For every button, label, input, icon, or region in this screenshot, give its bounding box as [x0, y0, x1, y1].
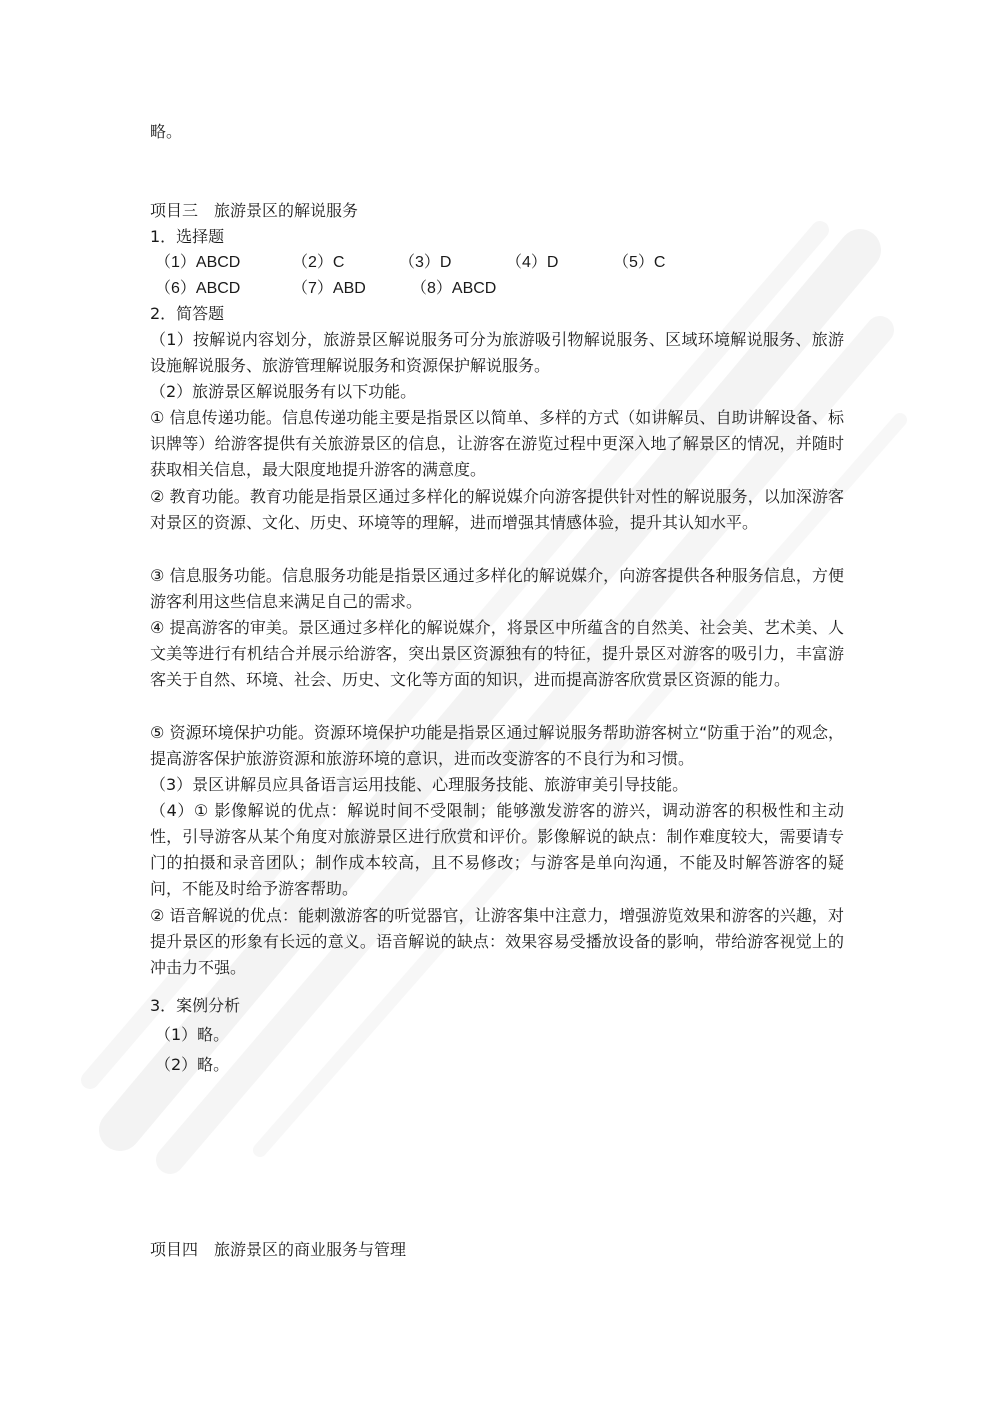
q1-answer-5: （5）C	[613, 254, 666, 271]
q2-paragraph-5: ③ 信息服务功能。信息服务功能是指景区通过多样化的解说媒介，向游客提供各种服务信息，方便游客利用这些信息来满足自己的需求。	[150, 566, 844, 611]
q1-heading: 1．选择题	[150, 227, 225, 246]
top-note: 略。	[150, 122, 183, 141]
q2-paragraph-1: （1）按解说内容划分，旅游景区解说服务可分为旅游吸引物解说服务、区域环境解说服务、旅游设施解说服务、旅游管理解说服务和资源保护解说服务。	[150, 330, 844, 375]
q2-paragraph-10: ② 语音解说的优点：能刺激游客的听觉器官，让游客集中注意力，增强游览效果和游客的兴趣，对提升景区的形象有长远的意义。语音解说的缺点：效果容易受播放设备的影响，带给游客视觉上的冲击力不强。	[150, 906, 844, 977]
project-3-title: 项目三 旅游景区的解说服务	[150, 201, 359, 220]
q1-answer-6: （6）ABCD	[155, 280, 241, 297]
q3-answer-2: （2）略。	[155, 1055, 230, 1074]
project-4-title: 项目四 旅游景区的商业服务与管理	[150, 1240, 407, 1259]
q1-answer-4: （4）D	[506, 254, 559, 271]
q2-paragraph-3: ① 信息传递功能。信息传递功能主要是指景区以简单、多样的方式（如讲解员、自助讲解设备、标识牌等）给游客提供有关旅游景区的信息，让游客在游览过程中更深入地了解景区的情况，并随时获取相关信息，最大限度地提升游客的满意度。	[150, 408, 844, 479]
q2-paragraph-2: （2）旅游景区解说服务有以下功能。	[150, 382, 417, 401]
q2-paragraph-7: ⑤ 资源环境保护功能。资源环境保护功能是指景区通过解说服务帮助游客树立“防重于治”的观念，提高游客保护旅游资源和旅游环境的意识，进而改变游客的不良行为和习惯。	[150, 723, 844, 768]
q2-paragraph-6: ④ 提高游客的审美。景区通过多样化的解说媒介，将景区中所蕴含的自然美、社会美、艺术美、人文美等进行有机结合并展示给游客，突出景区资源独有的特征，提升景区对游客的吸引力，丰富游客关于自然、环境、社会、历史、文化等方面的知识，进而提高游客欣赏景区资源的能力。	[150, 618, 844, 689]
q1-answer-2: （2）C	[292, 254, 345, 271]
q1-answer-3: （3）D	[399, 254, 452, 271]
q2-heading: 2．简答题	[150, 304, 225, 323]
q3-answer-1: （1）略。	[155, 1025, 230, 1044]
q2-paragraph-9: （4）① 影像解说的优点：解说时间不受限制；能够激发游客的游兴，调动游客的积极性和主动性，引导游客从某个角度对旅游景区进行欣赏和评价。影像解说的缺点：制作难度较大，需要请专门的拍摄和录音团队；制作成本较高，且不易修改；与游客是单向沟通，不能及时解答游客的疑问，不能及时给予游客帮助。	[150, 801, 844, 898]
q2-paragraph-8: （3）景区讲解员应具备语言运用技能、心理服务技能、旅游审美引导技能。	[150, 775, 689, 794]
q2-paragraph-4: ② 教育功能。教育功能是指景区通过多样化的解说媒介向游客提供针对性的解说服务，以加深游客对景区的资源、文化、历史、环境等的理解，进而增强其情感体验，提升其认知水平。	[150, 487, 844, 532]
q1-answer-7: （7）ABD	[292, 280, 366, 297]
q3-heading: 3．案例分析	[150, 996, 241, 1015]
q1-answer-1: （1）ABCD	[155, 254, 241, 271]
q1-answer-8: （8）ABCD	[411, 280, 497, 297]
